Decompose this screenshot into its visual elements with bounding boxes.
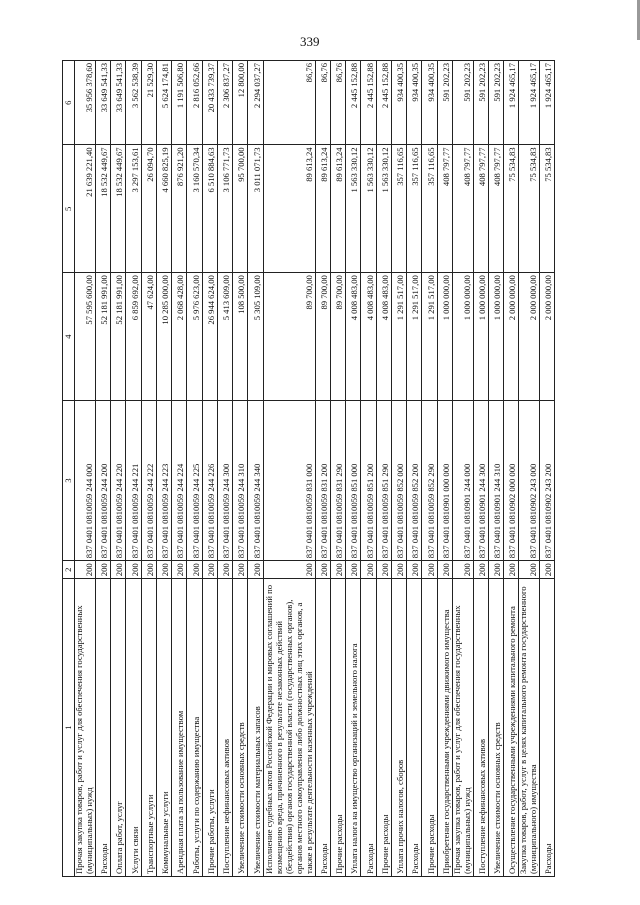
row-remaining-amount: 1 924 465,17: [519, 61, 540, 145]
row-name: Закупка товаров, работ, услуг в целях капитального ремонта государственного (муниципального) имущества: [519, 579, 540, 877]
row-executed-amount: 357 116,65: [391, 145, 406, 273]
row-kbk-code: 837 0401 0810059 244 226: [202, 400, 217, 560]
row-executed-amount: 89 613,24: [315, 145, 330, 273]
table-row: [248, 61, 263, 877]
table-row: [540, 61, 555, 877]
row-kbk-code: 837 0401 0810059 831 200: [315, 400, 330, 560]
row-executed-amount: 89 613,24: [263, 145, 315, 273]
row-remaining-amount: 1 191 506,80: [172, 61, 187, 145]
row-name: Расходы: [95, 579, 110, 877]
row-name: Арендная плата за пользование имуществом: [172, 579, 187, 877]
row-name: Прочая закупка товаров, работ и услуг для обеспечения государственных (муниципальных) нужд: [75, 579, 96, 877]
row-executed-amount: 21 639 221,40: [75, 145, 96, 273]
row-remaining-amount: 33 649 541,33: [111, 61, 126, 145]
row-kbk-code: 837 0401 0810059 244 000: [75, 400, 96, 560]
row-kbk-code: 837 0401 0810059 244 224: [172, 400, 187, 560]
row-name: Уплата прочих налогов, сборов: [391, 579, 406, 877]
row-remaining-amount: 33 649 541,33: [95, 61, 110, 145]
row-code: 200: [315, 561, 330, 579]
row-executed-amount: 357 116,65: [407, 145, 422, 273]
header-col-4: 4: [63, 273, 75, 401]
row-name: Увеличение стоимости основных средств: [488, 579, 503, 877]
row-approved-amount: 5 413 609,00: [217, 273, 232, 401]
row-name: Увеличение стоимости материальных запасов: [248, 579, 263, 877]
row-kbk-code: 837 0401 0810059 244 220: [111, 400, 126, 560]
row-name: Прочие работы, услуги: [202, 579, 217, 877]
row-executed-amount: 95 700,00: [233, 145, 248, 273]
row-executed-amount: 408 797,77: [452, 145, 473, 273]
row-kbk-code: 837 0401 0810059 244 225: [187, 400, 202, 560]
row-kbk-code: 837 0401 0810059 852 200: [407, 400, 422, 560]
row-approved-amount: 10 285 000,00: [156, 273, 171, 401]
row-executed-amount: 75 534,83: [504, 145, 519, 273]
table-row: [263, 61, 315, 877]
row-remaining-amount: 35 956 378,60: [75, 61, 96, 145]
row-kbk-code: 837 0401 0810059 851 000: [346, 400, 361, 560]
row-remaining-amount: 86,76: [263, 61, 315, 145]
row-code: 200: [346, 561, 361, 579]
row-remaining-amount: 591 202,23: [452, 61, 473, 145]
row-approved-amount: 89 700,00: [315, 273, 330, 401]
row-approved-amount: 47 624,00: [141, 273, 156, 401]
row-code: 200: [437, 561, 452, 579]
row-code: 200: [391, 561, 406, 579]
row-approved-amount: 89 700,00: [330, 273, 345, 401]
table-row: [504, 61, 519, 877]
row-approved-amount: 2 000 000,00: [540, 273, 555, 401]
row-name: Прочая закупка товаров, работ и услуг для обеспечения государственных (муниципальных) нужд: [452, 579, 473, 877]
row-executed-amount: 3 106 771,73: [217, 145, 232, 273]
row-code: 200: [361, 561, 376, 579]
row-remaining-amount: 934 400,35: [407, 61, 422, 145]
table-row: [488, 61, 503, 877]
row-kbk-code: 837 0401 0810059 831 000: [263, 400, 315, 560]
row-executed-amount: 89 613,24: [330, 145, 345, 273]
row-code: 200: [452, 561, 473, 579]
row-code: 200: [519, 561, 540, 579]
row-executed-amount: 1 563 330,12: [361, 145, 376, 273]
report-table: [62, 60, 555, 877]
table-row: [473, 61, 488, 877]
row-executed-amount: 408 797,77: [473, 145, 488, 273]
page-number: 339: [300, 34, 320, 49]
row-kbk-code: 837 0401 0810059 852 000: [391, 400, 406, 560]
table-row: [75, 61, 96, 877]
table-row: [202, 61, 217, 877]
row-remaining-amount: 21 529,30: [141, 61, 156, 145]
row-remaining-amount: 1 924 465,17: [504, 61, 519, 145]
row-executed-amount: 1 563 330,12: [376, 145, 391, 273]
row-code: 200: [376, 561, 391, 579]
row-remaining-amount: 2 445 152,88: [361, 61, 376, 145]
row-approved-amount: 2 000 000,00: [504, 273, 519, 401]
row-executed-amount: 3 297 153,61: [126, 145, 141, 273]
row-name: Расходы: [407, 579, 422, 877]
table-row: [156, 61, 171, 877]
row-approved-amount: 6 859 692,00: [126, 273, 141, 401]
row-remaining-amount: 2 816 052,66: [187, 61, 202, 145]
row-kbk-code: 837 0401 0810059 851 290: [376, 400, 391, 560]
row-remaining-amount: 591 202,23: [473, 61, 488, 145]
row-approved-amount: 52 181 991,00: [95, 273, 110, 401]
row-code: 200: [172, 561, 187, 579]
row-code: 200: [488, 561, 503, 579]
table-row: [126, 61, 141, 877]
row-executed-amount: 18 532 449,67: [95, 145, 110, 273]
row-name: Приобретение государственными учреждениями движимого имущества: [437, 579, 452, 877]
row-approved-amount: 1 291 517,00: [391, 273, 406, 401]
header-row: [63, 61, 75, 877]
row-name: Увеличение стоимости основных средств: [233, 579, 248, 877]
row-executed-amount: 876 921,20: [172, 145, 187, 273]
row-name: Транспортные услуги: [141, 579, 156, 877]
header-col-1: 1: [63, 579, 75, 877]
row-code: 200: [75, 561, 96, 579]
row-name: Коммунальные услуги: [156, 579, 171, 877]
row-remaining-amount: 3 562 538,39: [126, 61, 141, 145]
row-kbk-code: 837 0401 0810059 244 222: [141, 400, 156, 560]
row-remaining-amount: 591 202,23: [437, 61, 452, 145]
row-name: Оплата работ, услуг: [111, 579, 126, 877]
table-row: [346, 61, 361, 877]
row-kbk-code: 837 0401 0810059 244 223: [156, 400, 171, 560]
row-kbk-code: 837 0401 0810902 000 000: [504, 400, 519, 560]
row-approved-amount: 108 500,00: [233, 273, 248, 401]
table-row: [361, 61, 376, 877]
row-name: Поступление нефинансовых активов: [473, 579, 488, 877]
row-name: Уплата налога на имущество организаций и земельного налога: [346, 579, 361, 877]
table-row: [330, 61, 345, 877]
row-kbk-code: 837 0401 0810059 851 200: [361, 400, 376, 560]
header-col-2: 2: [63, 561, 75, 579]
row-remaining-amount: 2 306 837,27: [217, 61, 232, 145]
table-row: [407, 61, 422, 877]
table-row: [452, 61, 473, 877]
row-approved-amount: 5 305 109,00: [248, 273, 263, 401]
row-name: Расходы: [315, 579, 330, 877]
table-row: [519, 61, 540, 877]
row-name: Прочие расходы: [422, 579, 437, 877]
table-row: [95, 61, 110, 877]
row-remaining-amount: 86,76: [315, 61, 330, 145]
row-approved-amount: 5 976 623,00: [187, 273, 202, 401]
table-row: [217, 61, 232, 877]
row-name: Расходы: [361, 579, 376, 877]
row-remaining-amount: 86,76: [330, 61, 345, 145]
row-kbk-code: 837 0401 0810059 852 290: [422, 400, 437, 560]
row-remaining-amount: 2 294 037,27: [248, 61, 263, 145]
row-name: Осуществление государственными учреждениями капитального ремонта: [504, 579, 519, 877]
row-kbk-code: 837 0401 0810059 831 290: [330, 400, 345, 560]
row-executed-amount: 6 510 884,63: [202, 145, 217, 273]
row-approved-amount: 26 944 624,00: [202, 273, 217, 401]
row-remaining-amount: 12 800,00: [233, 61, 248, 145]
row-executed-amount: 18 532 449,67: [111, 145, 126, 273]
table-row: [172, 61, 187, 877]
row-remaining-amount: 591 202,23: [488, 61, 503, 145]
table-row: [376, 61, 391, 877]
row-code: 200: [473, 561, 488, 579]
row-executed-amount: 1 563 330,12: [346, 145, 361, 273]
row-name: Расходы: [540, 579, 555, 877]
row-remaining-amount: 1 924 465,17: [540, 61, 555, 145]
header-col-5: 5: [63, 145, 75, 273]
table-row: [391, 61, 406, 877]
row-kbk-code: 837 0401 0810901 244 300: [473, 400, 488, 560]
row-executed-amount: 4 660 825,19: [156, 145, 171, 273]
row-kbk-code: 837 0401 0810901 244 000: [452, 400, 473, 560]
row-approved-amount: 1 000 000,00: [473, 273, 488, 401]
row-name: Услуги связи: [126, 579, 141, 877]
row-code: 200: [95, 561, 110, 579]
header-col-3: 3: [63, 400, 75, 560]
table-row: [233, 61, 248, 877]
row-approved-amount: 1 000 000,00: [452, 273, 473, 401]
row-code: 200: [330, 561, 345, 579]
row-code: 200: [217, 561, 232, 579]
row-approved-amount: 4 008 483,00: [376, 273, 391, 401]
row-approved-amount: 2 000 000,00: [519, 273, 540, 401]
row-kbk-code: 837 0401 0810059 244 340: [248, 400, 263, 560]
rotated-table-frame: [62, 60, 554, 877]
table-row: [437, 61, 452, 877]
row-executed-amount: 26 094,70: [141, 145, 156, 273]
row-kbk-code: 837 0401 0810059 244 221: [126, 400, 141, 560]
row-executed-amount: 3 160 570,34: [187, 145, 202, 273]
row-name: Поступление нефинансовых активов: [217, 579, 232, 877]
row-kbk-code: 837 0401 0810901 000 000: [437, 400, 452, 560]
row-approved-amount: 1 000 000,00: [437, 273, 452, 401]
row-code: 200: [233, 561, 248, 579]
row-code: 200: [111, 561, 126, 579]
row-code: 200: [540, 561, 555, 579]
row-kbk-code: 837 0401 0810059 244 300: [217, 400, 232, 560]
row-approved-amount: 1 000 000,00: [488, 273, 503, 401]
row-executed-amount: 3 011 071,73: [248, 145, 263, 273]
row-executed-amount: 75 534,83: [540, 145, 555, 273]
row-approved-amount: 89 700,00: [263, 273, 315, 401]
row-name: Прочие расходы: [330, 579, 345, 877]
row-kbk-code: 837 0401 0810902 243 000: [519, 400, 540, 560]
row-code: 200: [248, 561, 263, 579]
table-row: [187, 61, 202, 877]
table-row: [422, 61, 437, 877]
row-remaining-amount: 5 624 174,81: [156, 61, 171, 145]
row-remaining-amount: 934 400,35: [422, 61, 437, 145]
row-code: 200: [156, 561, 171, 579]
row-remaining-amount: 934 400,35: [391, 61, 406, 145]
row-name: Прочие расходы: [376, 579, 391, 877]
row-name: Работы, услуги по содержанию имущества: [187, 579, 202, 877]
table-row: [315, 61, 330, 877]
row-code: 200: [202, 561, 217, 579]
row-code: 200: [187, 561, 202, 579]
row-kbk-code: 837 0401 0810059 244 200: [95, 400, 110, 560]
row-kbk-code: 837 0401 0810059 244 310: [233, 400, 248, 560]
table-row: [141, 61, 156, 877]
row-code: 200: [126, 561, 141, 579]
row-approved-amount: 57 595 600,00: [75, 273, 96, 401]
row-executed-amount: 408 797,77: [488, 145, 503, 273]
row-code: 200: [422, 561, 437, 579]
row-remaining-amount: 2 445 152,88: [376, 61, 391, 145]
row-name: Исполнение судебных актов Российской Федерации и мировых соглашений по возмещению вреда, причиненного в результате незаконных действий (бездействия) органов государственной власти (государственных органов), органов местного самоуправления либо должностных лиц этих органов, а также в результате деятельности казенных учреждений: [263, 579, 315, 877]
row-approved-amount: 1 291 517,00: [422, 273, 437, 401]
row-executed-amount: 408 797,77: [437, 145, 452, 273]
row-approved-amount: 4 008 483,00: [346, 273, 361, 401]
header-col-6: 6: [63, 61, 75, 145]
row-executed-amount: 75 534,83: [519, 145, 540, 273]
row-code: 200: [504, 561, 519, 579]
row-approved-amount: 4 008 483,00: [361, 273, 376, 401]
row-approved-amount: 1 291 517,00: [407, 273, 422, 401]
row-kbk-code: 837 0401 0810901 244 310: [488, 400, 503, 560]
row-remaining-amount: 2 445 152,88: [346, 61, 361, 145]
row-code: 200: [407, 561, 422, 579]
row-kbk-code: 837 0401 0810902 243 200: [540, 400, 555, 560]
row-code: 200: [141, 561, 156, 579]
row-code: 200: [263, 561, 315, 579]
table-row: [111, 61, 126, 877]
row-approved-amount: 52 181 991,00: [111, 273, 126, 401]
row-executed-amount: 357 116,65: [422, 145, 437, 273]
row-remaining-amount: 20 433 739,37: [202, 61, 217, 145]
row-approved-amount: 2 068 428,00: [172, 273, 187, 401]
